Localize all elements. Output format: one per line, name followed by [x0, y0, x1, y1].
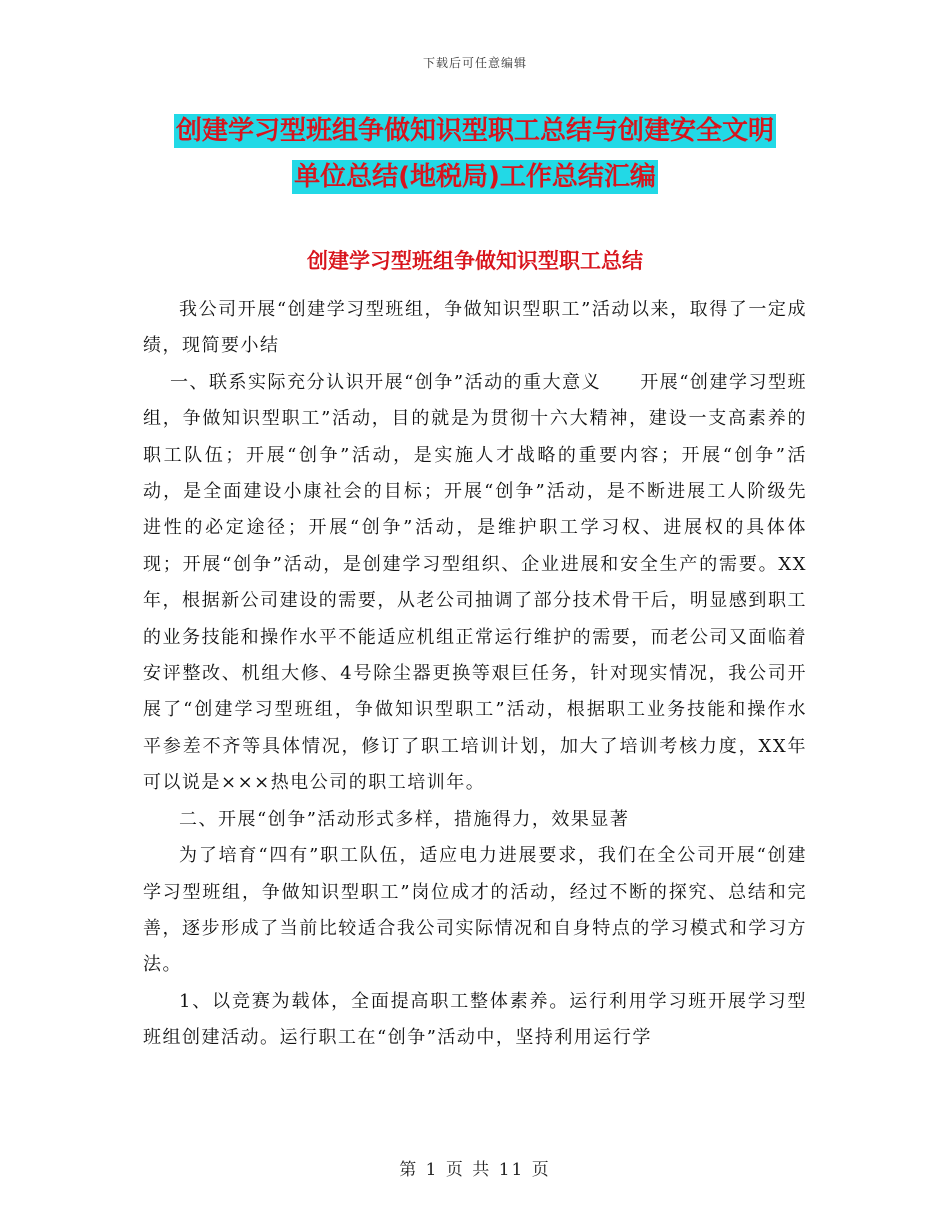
paragraph-section-2-body: 为了培育“四有”职工队伍，适应电力进展要求，我们在全公司开展“创建学习型班组，争做知识型职工”岗位成才的活动，经过不断的探究、总结和完善，逐步形成了当前比较适合我公司实际情况和自身特点的学习模式和学习方法。: [143, 845, 807, 976]
document-title-line-1: 创建学习型班组争做知识型职工总结与创建安全文明: [175, 116, 774, 146]
document-title-line-2: 单位总结(地税局)工作总结汇编: [294, 162, 656, 192]
body-text: [143, 292, 807, 1057]
paragraph-section-2-heading: 二、开展“创争”活动形式多样，措施得力，效果显著: [179, 808, 630, 830]
page-number: 第 1 页 共 11 页: [399, 1160, 551, 1180]
paragraph-section-1: 一、联系实际充分认识开展“创争”活动的重大意义 开展“创建学习型班组，争做知识型职工”活动，目的就是为贯彻十六大精神，建设一支高素养的职工队伍；开展“创争”活动，是实施人才战略的重要内容；开展“创争”活动，是全面建设小康社会的目标；开展“创争”活动，是不断进展工人阶级先进性的必定途径；开展“创争”活动，是维护职工学习权、进展权的具体体现；开展“创争”活动，是创建学习型组织、企业进展和安全生产的需要。XX年，根据新公司建设的需要，从老公司抽调了部分技术骨干后，明显感到职工的业务技能和操作水平不能适应机组正常运行维护的需要，而老公司又面临着安评整改、机组大修、4号除尘器更换等艰巨任务，针对现实情况，我公司开展了“创建学习型班组，争做知识型职工”活动，根据职工业务技能和操作水平参差不齐等具体情况，修订了职工培训计划，加大了培训考核力度，XX年可以说是×××热电公司的职工培训年。: [143, 371, 807, 794]
paragraph-intro: 我公司开展“创建学习型班组，争做知识型职工”活动以来，取得了一定成绩，现简要小结: [143, 299, 807, 357]
section-title: 创建学习型班组争做知识型职工总结: [307, 249, 643, 273]
document-title: [140, 108, 810, 200]
paragraph-item-1: 1、以竞赛为载体，全面提高职工整体素养。运行利用学习班开展学习型班组创建活动。运行职工在“创争”活动中，坚持利用运行学: [143, 990, 807, 1049]
header-note: 下载后可任意编辑: [422, 56, 527, 70]
